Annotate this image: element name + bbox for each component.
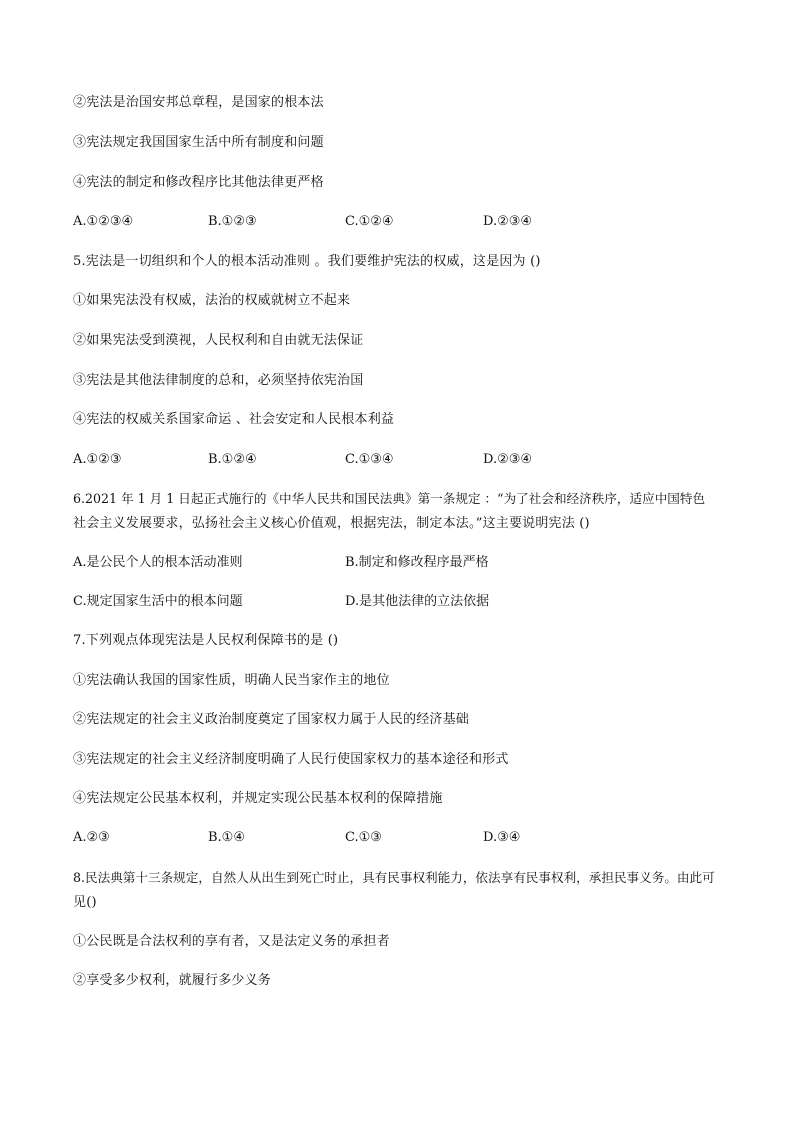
q8-item-2: ②享受多少权利，就履行多少义务 [73, 973, 272, 988]
q7-options [73, 828, 723, 848]
q5-option-d: D.②③④ [483, 452, 533, 467]
q4-item-4: ④宪法的制定和修改程序比其他法律更严格 [73, 175, 324, 190]
q5-item-4: ④宪法的权威关系国家命运 、社会安定和人民根本利益 [73, 412, 395, 427]
q4-option-c: C.①②④ [345, 214, 394, 229]
q7-item-4: ④宪法规定公民基本权利，并规定实现公民基本权利的保障措施 [73, 791, 443, 806]
q7-option-c: C.①③ [345, 830, 382, 845]
q6-options-row-2 [73, 592, 723, 612]
q5-option-b: B.①②④ [208, 452, 257, 467]
q7-item-1: ①宪法确认我国的国家性质，明确人民当家作主的地位 [73, 673, 390, 688]
q6-option-c: C.规定国家生活中的根本问题 [73, 594, 243, 609]
q4-item-2: ②宪法是治国安邦总章程，是国家的根本法 [73, 95, 324, 110]
q6-option-b: B.制定和修改程序最严格 [345, 555, 489, 570]
q5-item-1: ①如果宪法没有权威，法治的权威就树立不起来 [73, 293, 351, 308]
q8-stem-line-2: 见() [73, 895, 97, 910]
q7-stem: 7.下列观点体现宪法是人民权利保障书的是 () [73, 633, 339, 648]
q6-options-row-1 [73, 553, 723, 573]
q7-option-b: B.①④ [208, 830, 245, 845]
q5-option-c: C.①③④ [345, 452, 394, 467]
q6-stem-line-2: 社会主义发展要求，弘扬社会主义核心价值观，根据宪法，制定本法。”这主要说明宪法 () [73, 516, 590, 531]
q7-item-3: ③宪法规定的社会主义经济制度明确了人民行使国家权力的基本途径和形式 [73, 752, 509, 767]
q6-stem-line-1: 6.2021 年 1 月 1 日起正式施行的《中华人民共和国民法典》第一条规定 ：“为了社会和经济秩序，适应中国特色 [73, 491, 706, 506]
q6-option-a: A.是公民个人的根本活动准则 [73, 555, 243, 570]
q8-item-1: ①公民既是合法权利的享有者，又是法定义务的承担者 [73, 934, 390, 949]
q6-option-d: D.是其他法律的立法依据 [345, 594, 490, 609]
q5-option-a: A.①②③ [73, 452, 122, 467]
q7-item-2: ②宪法规定的社会主义政治制度奠定了国家权力属于人民的经济基础 [73, 712, 470, 727]
q5-options [73, 450, 723, 470]
q4-option-b: B.①②③ [208, 214, 257, 229]
q4-option-d: D.②③④ [483, 214, 533, 229]
q4-option-a: A.①②③④ [73, 214, 134, 229]
q4-item-3: ③宪法规定我国国家生活中所有制度和问题 [73, 135, 324, 150]
q8-stem-line-1: 8.民法典第十三条规定，自然人从出生到死亡时止，具有民事权利能力，依法享有民事权利，承担民事义务。由此可 [73, 870, 715, 885]
q5-item-2: ②如果宪法受到漠视，人民权利和自由就无法保证 [73, 333, 364, 348]
q5-stem: 5.宪法是一切组织和个人的根本活动准则 。我们要维护宪法的权威，这是因为 () [73, 254, 541, 269]
q4-options [73, 212, 723, 232]
q7-option-a: A.②③ [73, 830, 110, 845]
q5-item-3: ③宪法是其他法律制度的总和，必须坚持依宪治国 [73, 373, 364, 388]
q7-option-d: D.③④ [483, 830, 521, 845]
